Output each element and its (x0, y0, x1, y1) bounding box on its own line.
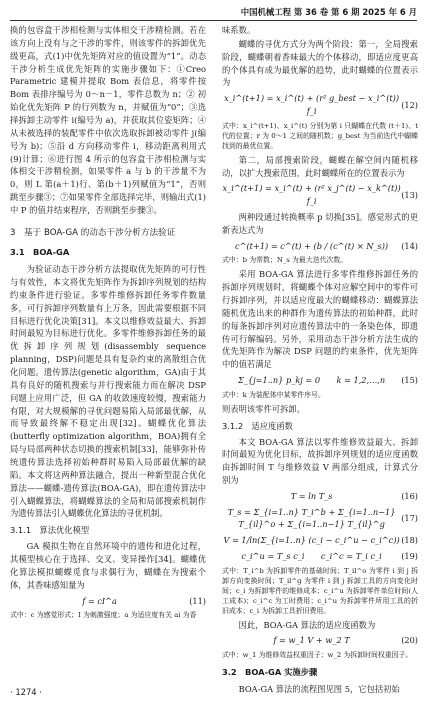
subsubsection-heading: 3.1.1 算法优化模型 (10, 525, 90, 536)
equation-body: V = 1/ln(Σ_{i=1..n} (c_i − c_i^u − c_i^c)) (223, 535, 400, 546)
paragraph: 因此，BOA-GA 算法的适应度函数为 (238, 619, 376, 630)
equation-body: c_i^u = T_s c_i c_i^c = T_i c_i (241, 550, 382, 561)
equation-number: (13) (401, 189, 418, 200)
left-column (10, 24, 206, 623)
equation (222, 92, 418, 117)
header-rule (10, 20, 417, 21)
equation-note: 式中：k 为装配体中某零件序号。 (222, 390, 325, 399)
page-number: · 1274 · (10, 686, 42, 697)
equation (222, 490, 418, 503)
equation (10, 595, 206, 608)
equation-note: 式中：c 为感觉形式；I 为刺激强度；a 为适应度有关 ai 为香 (10, 611, 197, 620)
equation-number: (15) (401, 375, 418, 386)
equation-body: T_s = Σ_{i=1..n} T_i^b + Σ_{i=1..n−1} T_{il}^o + Σ_{i=1..n−1} T_{il}^g (227, 506, 396, 530)
equation (222, 182, 418, 207)
equation (222, 374, 418, 387)
equation-body: f = cI^a (82, 595, 117, 606)
equation (222, 550, 418, 563)
paragraph: 本文 BOA-GA 算法以零件维修效益最大、拆卸时间最短为优化目标，故拆卸序列规划的适应度函数由拆卸时间 T 与维修效益 V 两部分组成，计算式分别为 (222, 436, 418, 486)
equation-number: (16) (401, 490, 418, 501)
equation (222, 634, 418, 647)
equation-note: 式中：x_i^(t+1)、x_i^(t) 分别为第 i 只蝴蝶在代数 (t＋1)、t 代的位置；r 为 0～1 之间的随机数；g_best 为当前迭代中蝴蝶找到的最优位置。 (222, 121, 418, 150)
equation-note: 式中：T_i^b 为拆卸零件的基础时间；T_il^o 为零件 i 到 j 拆卸方向变换时间；T_il^g 为零件 i 到 j 拆卸工具的方向变化时间；c_i 为拆卸零件的维修成本；c_i^u 为拆卸零件单位时间(人工成本)；c_i^c 为工时费用；c_i^u 为拆卸零件所用工具的折旧成本；c_i 为拆卸工具折旧费用。 (222, 566, 418, 615)
paragraph: 第二，局部搜索阶段，蝴蝶在解空间内随机移动，以扩大搜索范围，此时蝴蝶所在的位置表示为 (222, 154, 418, 178)
equation-body: T = ln T_s (290, 490, 333, 501)
paragraph: 换的包容盒干涉相检测与实体相交干涉精检测。若在该方向上没有与之干涉的零件，则该零件的拆卸优先级更高，式(1)中优先矩阵对应的值设置为“1”。动态干涉分析生成优先矩阵的实施步骤如下：①Creo Parametric 建模并提取 Bom 表信息，将零件按 Bom 表排序编号为 0～n－1，零件总数为 n；② 初始化优先矩阵 P 的行列数为 n，并赋值为“0”；③选择拆卸主动零件 i(编号为 a)，并获取其位姿矩阵；④从未被选择的装配零件中依次选取拆卸被动零件 j(编号为 b)；⑤沿 d 方向移动零件 i，移动距离利用式(9)计算；⑥进行图 4 所示的包容盒干涉相检测与实体相交干涉精检测，如果零件 a 与 b 的干涉量不为 0，则 L 第(a＋1)行、第(b＋1)列赋值为“1”，否则跳至步骤③；⑦如果零件全部选择完毕，则输出式(1) 中 P 的值并结束程序，否则跳至步骤③。 (10, 25, 206, 216)
equation-number: (11) (189, 595, 206, 606)
paragraph: GA 模拟生物在自然环境中的遗传和进化过程，其模型核心在于选择、交叉、变异操作[34]。蝴蝶优化算法模拟蝴蝶觅食与求偶行为，蝴蝶在为搜索个体，其香味感知量为 (10, 541, 206, 590)
paragraph: 蝴蝶的寻优方式分为两个阶段：第一，全局搜索阶段，蝴蝶朝着香味最大的个体移动，即适应度更高的个体具有成为最优解的趋势，此时蝴蝶的位置表示为 (222, 38, 418, 88)
paragraph: 采用 BOA-GA 算法进行多零件维修拆卸任务的拆卸序列规划时，将蝴蝶个体对应解空间中的零件可行拆卸序列，并以适应度最大的蝴蝶移动：蝴蝶算法随机优选出来的种群作为遗传算法的初始种群，此时的每条拆卸序列对应遗传算法中的一条染色体，即遗传可行解编码。另外，采用动态干涉分析方法生成的优先矩阵作为解决 DSP 问题的约束条件，优先矩阵中的值若满足 (222, 269, 418, 370)
equation-number: (20) (401, 635, 418, 646)
right-column (222, 24, 418, 697)
equation-body: Σ_{j=1..n} p_kj = 0 k = 1,2,…,n (238, 375, 386, 386)
section-heading: 3 基于 BOA-GA 的动态干涉分析方法验证 (10, 227, 176, 238)
equation (222, 534, 418, 547)
equation-number: (18) (401, 535, 418, 546)
subsubsection-heading: 3.1.2 适应度函数 (222, 420, 293, 431)
paragraph: 味系数。 (222, 25, 256, 35)
equation (222, 240, 418, 253)
equation-body: c^(t+1) = c^(t) + (b / (c^(t) × N_s)) (235, 240, 389, 251)
equation-body: x_i^(t+1) = x_i^(t) + (r² x_j^(t) − x_k^(t)) f_i (222, 183, 401, 207)
paragraph: 为验证动态干涉分析方法提取优先矩阵的可行性与有效性，本文将优先矩阵作为拆卸序列规划的结构约束条件进行验证。多零件维修拆卸任务零件数量多，可行拆卸序列数量有上万条，因此需要根据不同目标进行优化决策[31]。本文以维修效益最大、拆卸时间最短为目标进行优化。多零件维修拆卸任务的最优拆卸序列规划(disassembly sequence planning，DSP)问题是具有复杂约束的离散组合优化问题。遗传算法(genetic algorithm，GA)由于其具有良好的随机搜索与并行搜索能力而在解决 DSP 问题上应用广泛，但 GA 的收敛速度较慢，搜索能力有限，对大规模解的寻优问题易陷入局部最优解，从而导致最终解不稳定出现[32]。蝴蝶优化算法(butterfly optimization algorithm，BOA)拥有全局与局部两种状态切换的搜索机制[33]，能够弥补传统遗传算法选择初始种群时易陷入局部最优解的缺陷。本文将这两种算法融合，提出一种新型混合优化算法——蝴蝶-遗传算法(BOA-GA)，即在遗传算法中引入蝴蝶算法，将蝴蝶算法的全局和局部搜索机制作为遗传算法引入蝴蝶优化算法的寻优机制。 (10, 264, 206, 519)
paragraph: 两种段通过转换概率 p 切换[35]。感觉形式的更新表达式为 (222, 211, 418, 235)
equation-number: (12) (401, 99, 418, 110)
equation-number: (17) (401, 513, 418, 524)
equation-body: f = w_1 V + w_2 T (273, 635, 350, 646)
paragraph: 则表明该零件可拆卸。 (222, 403, 305, 414)
equation-note: 式中：w_1 为维修效益权重因子；w_2 为拆卸时间权重因子。 (222, 651, 413, 660)
equation-body: x_i^(t+1) = x_i^(t) + (r² g_best − x_i^(t)) f_i (224, 93, 400, 116)
subsection-heading: 3.1 BOA-GA (10, 247, 70, 258)
journal-header: 中国机械工程 第 36 卷 第 6 期 2025 年 6 月 (240, 7, 417, 17)
equation-number: (14) (401, 240, 418, 251)
subsection-heading: 3.2 BOA-GA 实施步骤 (222, 667, 318, 678)
equation (222, 506, 418, 531)
equation-number: (19) (401, 550, 418, 561)
equation-note: 式中：b 为常数；N_s 为最大迭代次数。 (222, 256, 348, 265)
paragraph: BOA-GA 算法的流程图见图 5，它包括初始 (238, 683, 400, 694)
